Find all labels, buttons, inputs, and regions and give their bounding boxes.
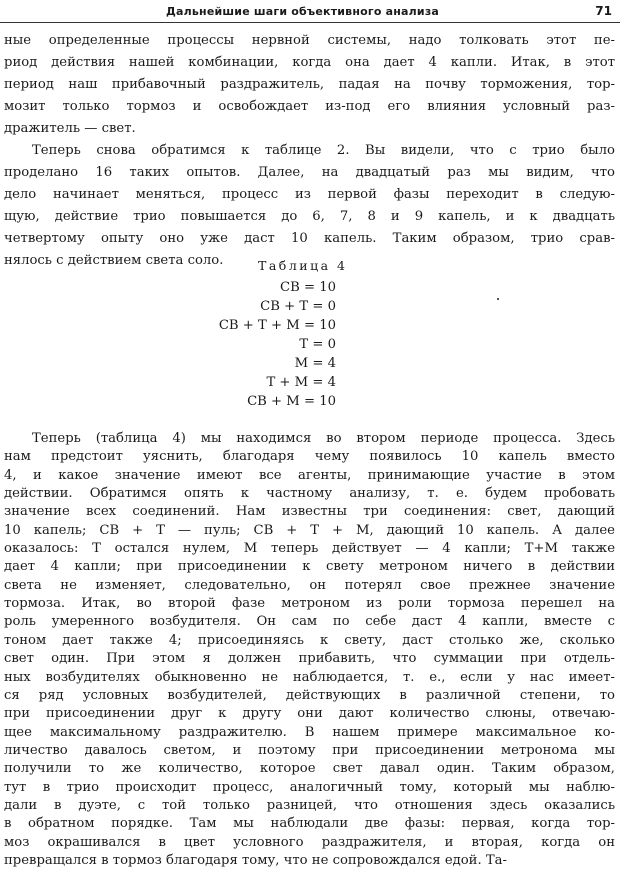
table-row: СВ = 10 bbox=[280, 280, 336, 295]
text-line: нялось с действием света соло. bbox=[4, 253, 224, 268]
text-line: ся ряд условных возбудителей, действующих в различной степени, то bbox=[4, 687, 615, 703]
page-number: 71 bbox=[595, 4, 612, 18]
text-line: Теперь (таблица 4) мы находимся во втором периоде процесса. Здесь bbox=[32, 431, 615, 446]
text-line: в обратном порядке. Там мы наблюдали две фазы: первая, когда тор- bbox=[4, 816, 615, 832]
text-line: дело начинает меняться, процесс из первой фазы переходит в следую- bbox=[4, 187, 615, 202]
table-row: СВ + М = 10 bbox=[247, 394, 336, 409]
text-line: четвертому опыту оно уже даст 10 капель. Таким образом, трио срав- bbox=[4, 231, 615, 246]
ink-speck bbox=[497, 298, 499, 300]
text-line: 10 капель; СВ + Т — пуль; СВ + Т + М, дающий 10 капель. А далее bbox=[4, 522, 615, 538]
table-row: Т + М = 4 bbox=[266, 375, 336, 390]
text-line: получили то же количество, которое свет давал один. Таким образом, bbox=[4, 761, 615, 777]
text-line: дает 4 капли; при присоединении к свету метроном ничего в действии bbox=[4, 559, 615, 575]
text-line: дражитель — свет. bbox=[4, 121, 136, 136]
text-line: ные определенные процессы нервной системы, надо толковать этот пе- bbox=[4, 33, 615, 48]
text-line: оказалось: Т остался нулем, М теперь действует — 4 капли; Т+М также bbox=[4, 541, 615, 557]
table-row: Т = 0 bbox=[299, 337, 336, 352]
text-line: риод действия нашей комбинации, когда она дает 4 капли. Итак, в этот bbox=[4, 55, 615, 70]
running-title: Дальнейшие шаги объективного анализа bbox=[166, 5, 440, 18]
text-line: тоном дает также 4; присоединяясь к свету, даст столько же, сколько bbox=[4, 632, 615, 648]
text-line: при присоединении друг к другу они дают количество слюны, отвечаю- bbox=[4, 706, 615, 722]
table-row: М = 4 bbox=[294, 356, 336, 371]
text-line: дали в дуэте, с той только разницей, что отношения здесь оказались bbox=[4, 797, 615, 813]
text-line: 4, и какое значение имеют все агенты, принимающие участие в этом bbox=[4, 467, 615, 483]
text-line: проделано 16 таких опытов. Далее, на двадцатый раз мы видим, что bbox=[4, 165, 615, 180]
text-line: тормоза. Итак, во второй фазе метроном из роли тормоза перешел на bbox=[4, 596, 615, 612]
text-line: щую, действие трио повышается до 6, 7, 8 и 9 капель, и к двадцать bbox=[4, 209, 615, 224]
table-row: СВ + Т = 0 bbox=[260, 299, 336, 314]
text-line: значение всех соединений. Нам известны три соединения: свет, дающий bbox=[4, 504, 615, 520]
text-line: нам предстоит уяснить, благодаря чему появилось 10 капель вместо bbox=[4, 449, 615, 465]
text-line: свет один. При этом я должен прибавить, что суммации при отдель- bbox=[4, 651, 615, 667]
text-line: превращался в тормоз благодаря тому, что не сопровождался едой. Та- bbox=[4, 853, 507, 868]
text-line: личество давалось светом, и поэтому при присоединении метронома мы bbox=[4, 742, 615, 758]
text-line: роль умеренного возбудителя. Он сам по себе даст 4 капли, вместе с bbox=[4, 614, 615, 630]
text-line: щее максимальному раздражителю. В нашем примере максимальное ко- bbox=[4, 724, 615, 740]
text-line: тут в трио происходит процесс, аналогичный тому, который мы наблю- bbox=[4, 779, 615, 795]
text-line: света не изменяет, следовательно, он потерял свое прежнее значение bbox=[4, 577, 615, 593]
running-header bbox=[0, 0, 620, 23]
text-line: моз окрашивался в цвет условного раздражителя, и вторая, когда он bbox=[4, 834, 615, 850]
text-line: мозит только тормоз и освобождает из-под его влияния условный раз- bbox=[4, 99, 615, 114]
text-line: период наш прибавочный раздражитель, падая на почву торможения, тор- bbox=[4, 77, 615, 92]
text-line: ных возбудителях обыкновенно не наблюдается, т. е., если у нас имеет- bbox=[4, 669, 615, 685]
text-line: Теперь снова обратимся к таблице 2. Вы видели, что с трио было bbox=[32, 143, 615, 158]
table-title: Таблица 4 bbox=[258, 258, 348, 273]
table-row: СВ + Т + М = 10 bbox=[218, 318, 336, 333]
text-line: действии. Обратимся опять к частному анализу, т. е. будем пробовать bbox=[4, 486, 615, 502]
